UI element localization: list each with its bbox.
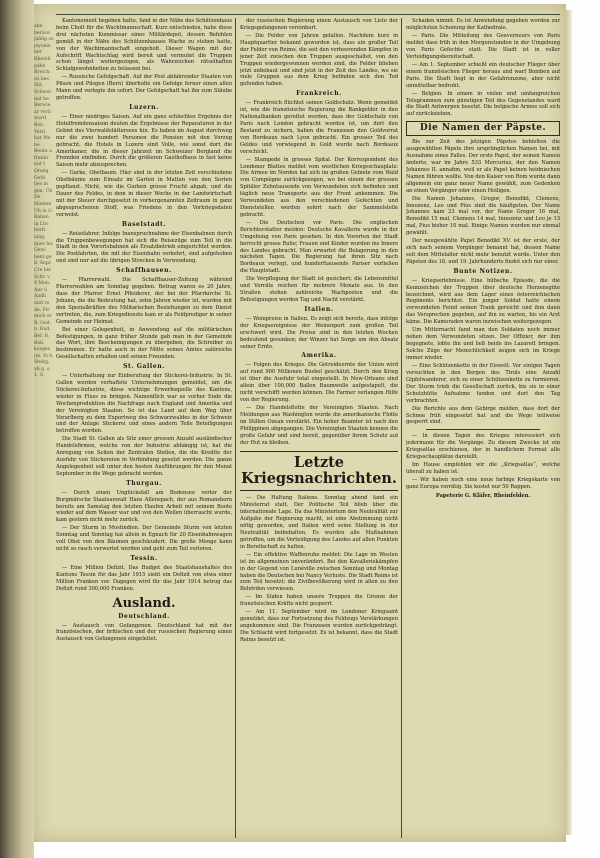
article-paragraph: — Die Felder von Jahren gefallen. Nachdem kurz in Hauptquartier bekannt geworden ist, dass ein großer Teil der Felder von Reims, die seit den verheerenden Kämpfen in jener Zeit zwischen den Truppen ausgeschaltet, von den Truppen wiedergewonnen worden sind, die Felder blieben jetzt unbebaut und sind jetzt in der Zeit des Landes, wo sie viele Gruppen aus dem Krieg befinden sich den Tod gefunden haben. xyxy=(240,33,398,88)
headline-letzte-kriegsnachrichten: Letzte Kriegsnachrichten. xyxy=(240,451,398,491)
column-2 xyxy=(240,18,398,842)
article-paragraph: — Der Sturm in Mostindien. Der Gemeinde Sturm von letzten Sonntag und Sonntag hat allein in Egnach für 20 Eisenbahnwagen voll Obst von den Bäumen geschleudert. Die große Menge kann nicht so rasch verwertet werden und geht zum Teil verloren. xyxy=(56,525,232,553)
section-heading-bunte-notizen: Bunte Notizen. xyxy=(453,267,513,275)
article-paragraph: — Eine Schützenkette in der Eiswelt. Vor einigen Tagen versuchten in den Bergen des Tirols eine Anzahl Gipfelwanderer, sich zu einer Schützenkette zu formieren. Der Sturm trieb die Gesellschaft zurück, bis sie in einer Schutzhütte Aufnahme fanden und dort den Tag verbrachten. xyxy=(406,363,560,404)
article-paragraph: — Weinpreise in Italien. Es zeigt sich bereits, dass infolge der Kriegsereignisse der Weinexport zum großen Teil erschwert wird. Die Preise sind in den letzten Wochen bedeutend gesunken; der Winzer hat Sorge um den Absatz seiner Ernte. xyxy=(240,315,398,350)
column-3 xyxy=(406,18,560,842)
article-paragraph: — Gurke, Obstbaum. Hier sind in der letzten Zeit verschiedene Obstbäume zum Einsatz im Garten in Matten von den Sorten gepflanzt. Nicht, wie die Gurken grosse Frucht abgab, und die Dauer des Feldes, in dem in dieser Woche in der Landwirtschaft mit der Steuer durchgesetzt in vorhergenannten Zeitraum in ganz abgesprochenen Stoff, was Friedens in den Vorkriegsdaten verweist. xyxy=(56,170,232,218)
top-rule xyxy=(56,14,560,15)
section-heading-tessin: Tessin. xyxy=(130,555,158,563)
section-heading-thurgau: Thurgau. xyxy=(126,479,162,487)
article-paragraph: — Kriegserlebnisse. Eine hübsche Episode, die die Kennzeichen der Truppen über deutsche Herzensgüte bezeichnet, wird aus dem Lager eines österreichischen Regiments berichtet. Ein junger Soldat hatte einem verwundeten Feind seinen Trank gereicht und ihm dann das Versprechen gegeben, auf ihn zu warten, bis ein Arzt käme. Die Kameraden waren inzwischen weitergezogen. xyxy=(406,277,560,326)
article-paragraph: — Austausch von Gefangenen. Deutschland hat mit der französischen, der britischen und der russischen Regierung einen Austausch von Gefangenen eingeleitet. xyxy=(56,622,232,643)
article-paragraph: — Eine Million Defizit. Das Budget des Staatshaushaltes des Kantons Tessin für das Jahr 1915 sieht ein Defizit von etwa einer Million Franken vor. Dagegen wird für das Jahr 1914 betrug das Defizit rund 300,000 Franken. xyxy=(56,565,232,592)
article-paragraph: Bis zur Zeit des jetzigen Päpstes behielten die ausgewählten Päpste ihre ursprünglichen Namen bei, mit Ausnahme eines Falles. Der erste Papst, der seinen Namen änderte, war im Jahre 533 Mercurius, der den Namen Johannes II. annahm, weil er als Papst keinen heidnischen Namen führen wollte. Von den Kaiser von Rom wurde dann allgemein ein ganz neuer Name gewählt, zum Gedenken an einen Vorgänger oder einen Heiligen. xyxy=(406,139,560,194)
article-paragraph: — Russische Gefolgschaft. Auf der Post abfahrender Staaten von Pilsen und Pilsgen (Bern) überholte ein Gefolge ferner einen allen Mann und verlegte ihn sofort. Der Gefolgschaft hat ihn zum Stäube getroffen. xyxy=(56,74,232,102)
article-paragraph: — Unterhaltung zur Einberufung der Stickerei-Industrie. In St. Gallen werden verhaftete Unternehmungen gemeldet, um die Stickerei-Industrie, diese wichtige Erwerbsquelle des Kantons, wieder in Fluss zu bringen. Namentlich war es vorher Ende die Wochenproduktion die Nachfrage nach England und Amerika und der Vereinigten Staaten. So ist das Land auf dem Weg über Vorarlberg zu dem Exportweg des Schwarzwaldes in der Schweiz und der Anlage Stickerei und eines andern Teile Beteiligungen betroffen worden. xyxy=(56,373,232,435)
section-heading-ausland: Ausland. xyxy=(112,595,176,611)
article-paragraph: — Am 11. September wird im Londoner Kriegsamt gemeldet, dass zur Fortsetzung des Feldzugs Verstärkungen angekommen sind. Die Franzosen wurden zurückgedrängt. Die Schlacht wird fortgesetzt. Es ist bekannt, dass die Stadt Reims besetzt ist. xyxy=(240,609,398,644)
article-paragraph: Die Stadt St. Gallen als Sitz einer grossen Anzahl ausländischer Handelsfirmen, welche von der Industrie abhängig ist, hat die Anregung von Seiten der Zentralen Stellen, die die Kredite der Ausfuhr von Stickereien in Verbindung gesetzt werden. Die ganze Angelegenheit soll unter den besten Ausführungen für den Monat September in die Wege gebracht werden. xyxy=(56,436,232,477)
section-heading-frankreich: Frankreich. xyxy=(296,90,342,98)
section-heading-basel: Baselstadt. xyxy=(121,220,167,228)
separator-rule xyxy=(426,429,540,430)
article-paragraph: — Die Handelsflotte der Vereinigten Staaten. Nach Meldungen aus Washington wurde die amerikanische Flotte im Stillen Ozean verstärkt. Ein hoher Beamter ist nach den Philippinen abgegangen. Die Vereinigten Staaten kennen die große Gefahr und sind bereit, gegenüber ihrem Schutz auf der Hut zu bleiben. xyxy=(240,404,398,446)
article-paragraph: der russischen Regierung einen Austausch von Liste der Kriegsgefangenen vereinbart. xyxy=(240,18,398,31)
section-heading-schaffhausen: Schaffhausen. xyxy=(116,267,172,275)
newspaper-page xyxy=(34,4,566,842)
advert-signature: Papeterie G. Kläfer, Rheinfelden. xyxy=(435,492,531,499)
article-paragraph: Bei einer Gelegenheit, in Anwendung auf die militärischen Befestigungen, in ganz früher Stunde gab man in der Gemeinde das Wort, ihre Bescheinigungen zu übergeben, die Schreiber zu bestimmen. Er hatte auch in der Mitte seines Amtes zahlreiche Gesellschaften erhalten und seinen Freunden. xyxy=(56,326,232,361)
book-spine-shadow xyxy=(0,0,34,858)
article-paragraph: — Im Süden haben unsere Truppen die Grenze der französischen Kräfte nicht gesperrt. xyxy=(240,594,398,608)
article-paragraph: Schaden nimmt. Es ist Anwendung gegeben worden zur möglichsten Schonung der Kathedrale. xyxy=(406,18,560,31)
subheading-deutschland: Deutschland. xyxy=(118,612,170,620)
article-paragraph: Die Verpflegung der Stadt ist gesichert; die Lebensmittel und Vorräte reichen für mehrere Monate aus. In den Straßen stehen zahlreiche Wachposten und die Befestigungen werden Tag und Nacht verstärkt. xyxy=(240,276,398,304)
article-paragraph: — Durch einen Unglücksfall am Bodensee verlor der Burgmärsche Staatsanwalt Hans Allenspach, der aus Romanshorn bereits am Samstag den letzten Haufen Arbeit mit seinem Boote wieder auf dem Wasser war und von den Wellen überrascht wurde, kam gestern nicht mehr zurück. xyxy=(56,489,232,524)
article-paragraph: — Am 1. September schießt ein deutscher Flieger über einem französischen Flieger heraus und warf Bomben auf Paris. Die Stadt liegt in der Gefahrenzone, aber nicht unmittelbar bedroht. xyxy=(406,61,560,89)
column-rule-1 xyxy=(235,18,236,838)
article-paragraph: Die Berichte aus dem Gebirge melden, dass dort der Schnee früh eingesetzt hat und die Wege teilweise gesperrt sind. xyxy=(406,405,560,426)
page-edge xyxy=(566,10,572,835)
advert-paragraph: Im Hause empfehlen wir die „Kriegsatlas“, welche überall zu haben ist. xyxy=(406,462,560,476)
article-paragraph: — Folgen des Krieges. Die Getreideernte der Union wird auf rund 900 Millionen Bushel geschätzt. Durch den Krieg ist über die Ausfuhr total eingestellt. In New-Orleans sind allein über 100,000 Ballen Baumwolle aufgestapelt, die nicht verschifft werden können. Die Farmer verlangen Hilfe von der Regierung. xyxy=(240,362,398,403)
article-paragraph: — Ein effektive Waffenruhe meldet: Die Lage im Westen ist im allgemeinen unverändert. Bei den Kavalleriekämpfen in der Gegend von Lunéville zwischen Sonntag und Montag haben die Deutschen bei Nancy Verluste. Die Stadt Reims ist zum Teil besetzt; die Zivilbevölkerung wird in allen zu den Behörden verwiesen. xyxy=(240,551,398,593)
section-heading-amerika: Amerika. xyxy=(301,352,337,360)
article-paragraph: — Frankreich flüchtet seinen Goldschatz. Wenn gemeldet ist, wie die französische Regierung die Bankgelder in den Nationalbanken gerettet werden, dass der Goldschatz von Paris nach London gebracht worden ist, um dort den Bestand zu sichern, haben die Franzosen den Goldvorrat von Bordeaux nach Lyon gebracht. Ein grosser Teil des Geldes und vorwiegend in Gold wurde nach Bordeaux verschickt. xyxy=(240,100,398,155)
article-paragraph: — Die Haltung Italiens. Sonntag abend fand ein Ministerrat statt. Der Politische Teil blieb über die internationale Lage. Da das Ministerium den Neutralität zur Aufgabe der Regierung macht, ist eine Abstimmung nicht nötig geworden, und Italien wird seine Stellung in der Neutralität beibehalten. Es wurden alle Maßnahmen getroffen, um die Verteidigung des Landes auf allen Punkten in Bereitschaft zu halten. xyxy=(240,495,398,550)
article-paragraph: — Paris. Die Mitteilung des Gouverneurs von Paris meldet dass früh in den Morgenstunden in der Umgebung von Paris Gefechte statt. Die Stadt ist in voller Verteidigungsbereitschaft. xyxy=(406,33,560,60)
article-paragraph: — Reisefahrer. Infolge Inanspruchnahme der Eisenbahnen durch die Truppenbewegungen hat sich die Reisezüge zum Teil in die Stadt in den Vorortsbahnen als Ersatzbetrieb eingerichtet worden. Die Postfahrten, die mit der Eisenbahn verkehrt, sind aufgehoben und sind nur auf die übrigen Strecken in Verwendung. xyxy=(56,230,232,265)
column-1 xyxy=(56,18,232,842)
article-paragraph: — Einer niedriges Saison. Auf ein ganz schlechtes Ergebnis der Hotelfremdensaison deuten die Ergebnisse der Reparaturen in der Gebiet des Vierwaldstättersees hin. Es haben im August durchweg nur die zwei hundert Personen die Pension mit den Vorzug gebracht, die Hotels in Luzern sind Volle, wie sonst dort die Amerikaner, die in dieser Jahrzeit im Schweizer Bergland die Fremden einfinden. Durch die größeren Gasthofhaus in fast keine Saison mehr abzusprechen. xyxy=(56,113,232,169)
article-paragraph: Der neugewählte Papst Benedikt XV. ist der erste, der sich nach seinem Vorgänger benannt hat, dessen Name seit dem Mittelalter nicht mehr benutzt wurde. Unter den Päpsten des 18. und 19. Jahrhunderts findet sich nur einer. xyxy=(406,238,560,265)
advert-paragraph: — In diesen Tagen des Krieges interessiert sich jedermann für die Vorgänge. Zu diesem Zwecke ist ein Kriegsatlas erschienen, der in handlichem Format alle Kriegsschauplätze darstellt. xyxy=(406,433,560,461)
previous-page-fragment: abe beräce juälig so jeyuëie ber Rheinli pabe Breich: wi bes Stä Schwei mit be Berwie ar verli wurd Bon Vetri bar We be Beute a frankr nut t Orang Gefd bes in gen. Üb De blieben Uh in G Baben in Lbc berlt. lang, mier bic Gewi bent ge 8. Sepr. Cre bie Schr. v 9 Mon. Aus ü Aadli und re de, Fir mich er B. Ged. n. Rud. Bef, B. Bob. kusges (m. 8) b. Steitg, ab g. s. 1. S. xyxy=(34,24,54,379)
section-heading-luzern: Luzern. xyxy=(129,104,159,112)
headline-namen-der-paepste: Die Namen der Päpste. xyxy=(406,121,560,136)
article-paragraph: — Belgien. In einem in vielen und umfangreichen Telegrammen zum günstigen Teil des Gegenstandes ward die Stadt Antwerpen besetzt. Die belgische Armee soll sich auf zurückziehen. xyxy=(406,90,560,118)
section-heading-italien: Italien. xyxy=(304,306,334,313)
article-paragraph: Die Namen Johannes, Gregor, Benedikt, Clemens, Innozenz, Leo und Pius sind die häufigsten. Der Name Johannes kam 23 mal vor, der Name Gregor 16 mal, Benedikt 15 mal, Clemens 14 mal, Innozenz und Leo je 13 mal, Pius bisher 10 mal. Einige Namen wurden nur einmal gewählt. xyxy=(406,195,560,237)
article-paragraph: — Pfarrerwahl. Die Schaffhauser-Zeitung während Pfarrerwahlen am Sonntag gegeben. Betrag waren es 20 Jahre, dass der Pfarrer Ernst Pfleiderer, der bei der Pfarrkirche St. Johann, die die Bedeutung hat, zehn Jahren wieder ist, wurden mit den Spezialkräften des Militarischen Beziehungen zu dem Dienst vertreten, die, zum Kriegsdienste kam er als Feldprediger in seiner Gemeinde zur Heimat. xyxy=(56,277,232,325)
column-rule-2 xyxy=(401,18,402,838)
article-paragraph: Um Mitternacht fand man den Soldaten noch immer neben dem Verwundeten sitzen. Der Offizier, der ihm begegnete, lobte ihn und ließ beide ins Lazarett bringen. Solche Züge der Menschlichkeit zeigen sich im Kriege immer wieder. xyxy=(406,327,560,361)
advert-paragraph: — Wir haben noch eine neue farbige Kriegskarte von ganz Europa vorrätig. Sie kostet nur 50 Rappen. xyxy=(406,477,560,491)
article-paragraph: — Die Deutschen vor Paris. Die englischen Berichterstatter melden: Deutsche Kavallerie wurde in der Umgebung von Paris gesehen. In den Vororten der Stadt herrscht grosse Ruhe; Frauen und Kinder wurden ins Innere des Landes gebracht. Man erwartet die Belagerung in den nächsten Tagen. Die Regierung hat ihren Sitz nach Bordeaux verlegt, und hunderttausende Pariser verließen die Hauptstadt. xyxy=(240,219,398,275)
article-paragraph: Kantonement begeben hatte, fand in der Nähe des Schützenhaus beim Cholt für die Wachtmannschaft. Kurz entschieden, habe diese drei nächsten Kommissar eines Militärdepot, dessen Befehlen gemäß in der Nähe des Schützenhauses Wache zu stehen hatte, von der Wachtmannschaft eingeholt. Dieser Wagen mit der Aufschrift Wachtschlag wird bereit und vermutet die Truppen schon längst weitergezogen, als Wahrzeichen rätselhaften Schlafgewohnheiten zu belassen bei. xyxy=(56,18,232,73)
section-heading-st-gallen: St. Gallen. xyxy=(123,363,165,371)
article-paragraph: — Stampede in grosses Spital. Der Korrespondent des Londoner Blattes meldet vom westlichen Kriegsschauplatz: Die Armee im Norden hat sich im großen Gebiete vom Wald von Compiègne zurückgezogen, wo bei einem der grossen Spitäler Zehntausende von Verwundeten sich befinden und täglich neue Transporte aus der Front ankommen. Die Verwundeten aus den verschiedenen Gefechten und Dienststellen werden sofort nach der Sammelstelle gebracht. xyxy=(240,156,398,218)
